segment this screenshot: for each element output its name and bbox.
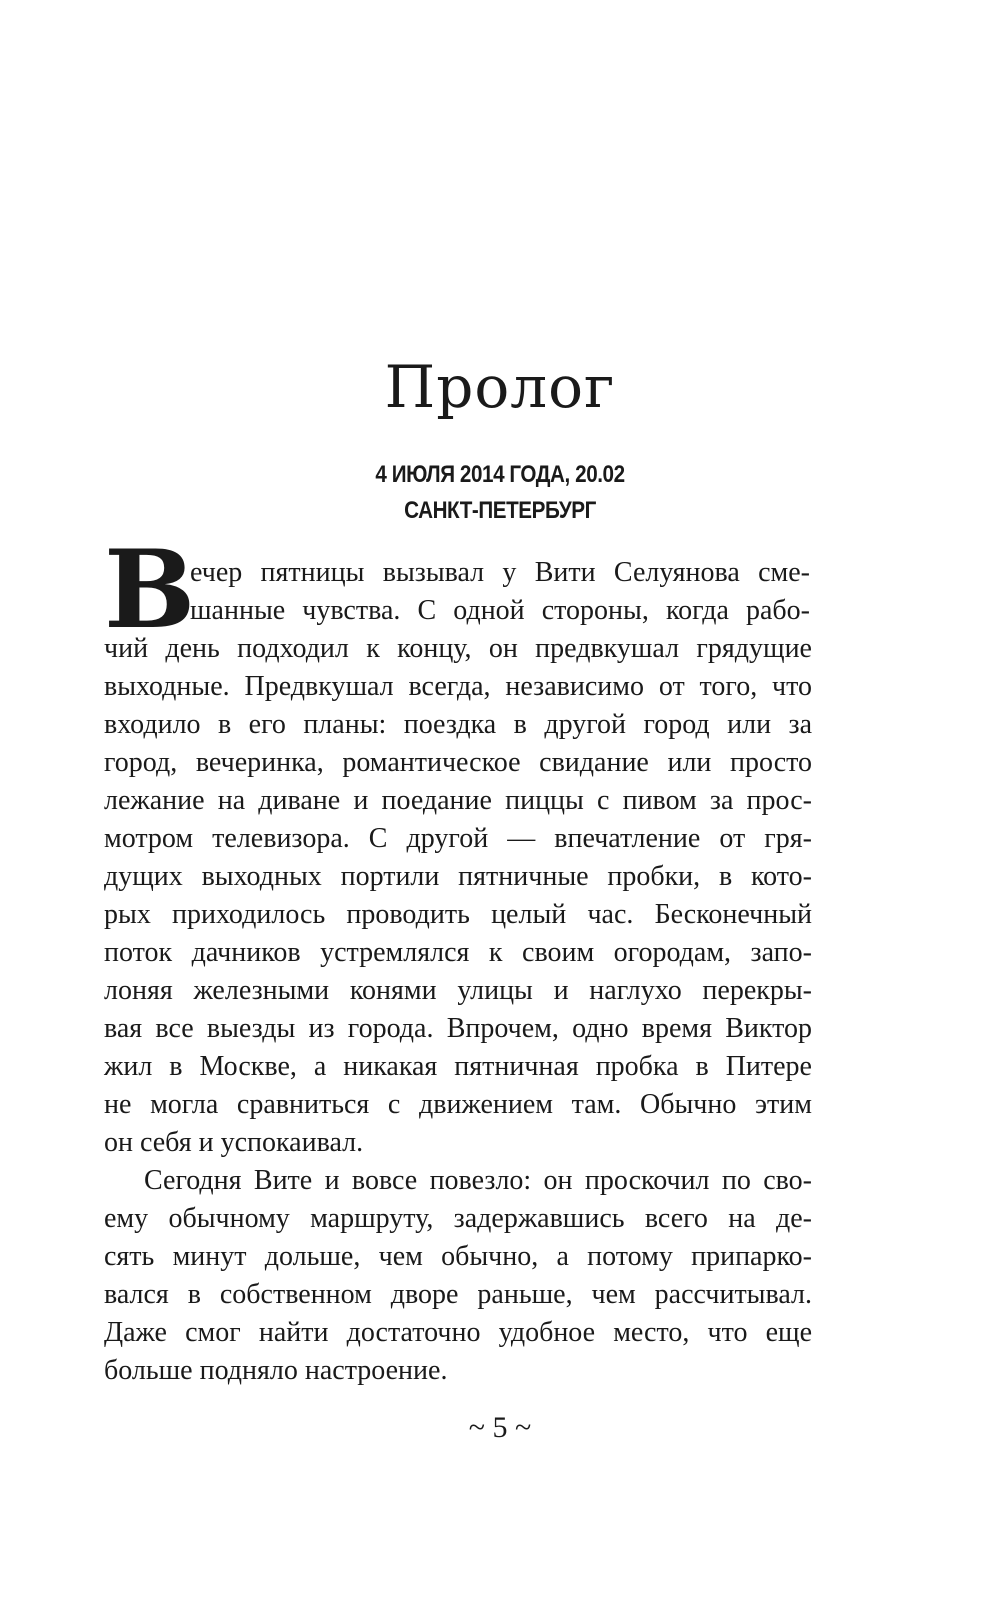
text-line: вался в собственном дворе раньше, чем рассчитывал. <box>104 1279 812 1310</box>
text-line: больше подняло настроение. <box>104 1355 448 1386</box>
text-line: рых приходилось проводить целый час. Бесконечный <box>104 899 812 930</box>
chapter-title: Пролог <box>384 353 616 421</box>
text-line: ечер пятницы вызывал у Вити Селуянова сме- <box>190 557 810 588</box>
text-line: чий день подходил к концу, он предвкушал грядущие <box>104 633 812 664</box>
text-line: вая все выезды из города. Впрочем, одно время Виктор <box>104 1013 812 1044</box>
text-line: ему обычному маршруту, задержавшись всего на де- <box>104 1203 812 1234</box>
chapter-date: 4 ИЮЛЯ 2014 ГОДА, 20.02 <box>375 461 625 488</box>
text-line: не могла сравниться с движением там. Обычно этим <box>104 1089 812 1120</box>
text-line: он себя и успокаивал. <box>104 1127 364 1158</box>
text-line: город, вечеринка, романтическое свидание или просто <box>104 747 812 778</box>
drop-cap: В <box>104 527 196 653</box>
text-line: сять минут дольше, чем обычно, а потому припарко- <box>104 1241 812 1272</box>
text-line: лежание на диване и поедание пиццы с пивом за прос- <box>104 785 812 816</box>
text-line: поток дачников устремлялся к своим огородам, запо- <box>104 937 812 968</box>
text-line: лоняя железными конями улицы и наглухо перекры- <box>104 975 812 1006</box>
text-line: шанные чувства. С одной стороны, когда рабо- <box>190 595 810 626</box>
text-line: Даже смог найти достаточно удобное место, что еще <box>104 1317 812 1348</box>
text-line: мотром телевизора. С другой — впечатление от гря- <box>104 823 812 854</box>
page-number: ~ 5 ~ <box>468 1411 532 1444</box>
text-line: жил в Москве, а никакая пятничная пробка в Питере <box>104 1051 812 1082</box>
text-line: входило в его планы: поездка в другой город или за <box>104 709 812 740</box>
text-line: дущих выходных портили пятничные пробки, в кото- <box>104 861 812 892</box>
text-line: Сегодня Вите и вовсе повезло: он проскочил по сво- <box>144 1165 812 1196</box>
chapter-place: САНКТ-ПЕТЕРБУРГ <box>404 497 596 524</box>
text-line: выходные. Предвкушал всегда, независимо от того, что <box>104 671 812 702</box>
